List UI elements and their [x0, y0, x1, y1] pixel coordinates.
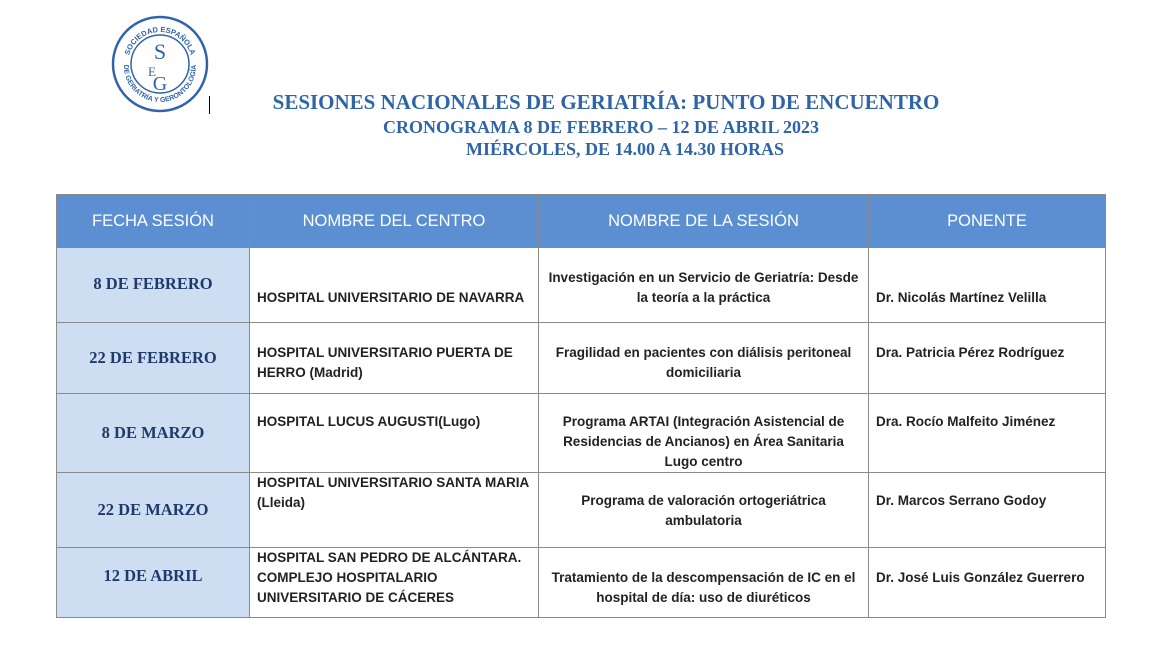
center-name: HOSPITAL UNIVERSITARIO DE NAVARRA — [250, 248, 539, 323]
logo-ring-text-top: SOCIEDAD ESPAÑOLA — [122, 24, 198, 57]
column-header-speaker: PONENTE — [869, 195, 1106, 248]
table-header-row — [57, 195, 1106, 248]
speaker-name: Dr. Nicolás Martínez Velilla — [869, 248, 1106, 323]
column-header-session: NOMBRE DE LA SESIÓN — [539, 195, 869, 248]
speaker-name: Dr. José Luis González Guerrero — [869, 548, 1106, 618]
column-header-date: FECHA SESIÓN — [57, 195, 250, 248]
session-date: 22 DE MARZO — [57, 473, 250, 548]
page-title: SESIONES NACIONALES DE GERIATRÍA: PUNTO DE ENCUENTRO — [272, 90, 940, 114]
session-name: Programa ARTAI (Integración Asistencial de Residencias de Ancianos) en Área Sanitaria Lugo centro — [539, 394, 869, 473]
session-date: 12 DE ABRIL — [57, 548, 250, 618]
session-name: Tratamiento de la descompensación de IC en el hospital de día: uso de diuréticos — [539, 548, 869, 618]
session-name: Programa de valoración ortogeriátrica ambulatoria — [539, 473, 869, 548]
session-date: 8 DE MARZO — [57, 394, 250, 473]
header — [0, 90, 1150, 160]
session-name: Fragilidad en pacientes con diálisis peritoneal domiciliaria — [539, 323, 869, 394]
speaker-name: Dra. Patricia Pérez Rodríguez — [869, 323, 1106, 394]
speaker-name: Dra. Rocío Malfeito Jiménez — [869, 394, 1106, 473]
table-row — [57, 248, 1106, 323]
table-row — [57, 323, 1106, 394]
logo-letter-e: E — [148, 64, 156, 79]
session-name: Investigación en un Servicio de Geriatría: Desde la teoría a la práctica — [539, 248, 869, 323]
logo-letter-g: G — [152, 73, 168, 95]
table-row — [57, 548, 1106, 618]
center-name: HOSPITAL LUCUS AUGUSTI(Lugo) — [250, 394, 539, 473]
table-row — [57, 394, 1106, 473]
sessions-table — [56, 194, 1106, 618]
column-header-center: NOMBRE DEL CENTRO — [250, 195, 539, 248]
center-name: HOSPITAL UNIVERSITARIO PUERTA DE HERRO (Madrid) — [250, 323, 539, 394]
page-subtitle: CRONOGRAMA 8 DE FEBRERO – 12 DE ABRIL 2023 — [382, 117, 820, 137]
center-name: HOSPITAL UNIVERSITARIO SANTA MARIA (Lleida) — [250, 473, 539, 548]
session-date: 22 DE FEBRERO — [57, 323, 250, 394]
logo-letter-s: S — [153, 39, 167, 64]
center-name: HOSPITAL SAN PEDRO DE ALCÁNTARA. COMPLEJO HOSPITALARIO UNIVERSITARIO DE CÁCERES — [250, 548, 539, 618]
table-row — [57, 473, 1106, 548]
speaker-name: Dr. Marcos Serrano Godoy — [869, 473, 1106, 548]
logo-ring-text-bottom: DE GERIATRÍA Y GERONTOLOGÍA — [121, 64, 199, 105]
schedule-line: MIÉRCOLES, DE 14.00 A 14.30 HORAS — [465, 139, 785, 159]
session-date: 8 DE FEBRERO — [57, 248, 250, 323]
